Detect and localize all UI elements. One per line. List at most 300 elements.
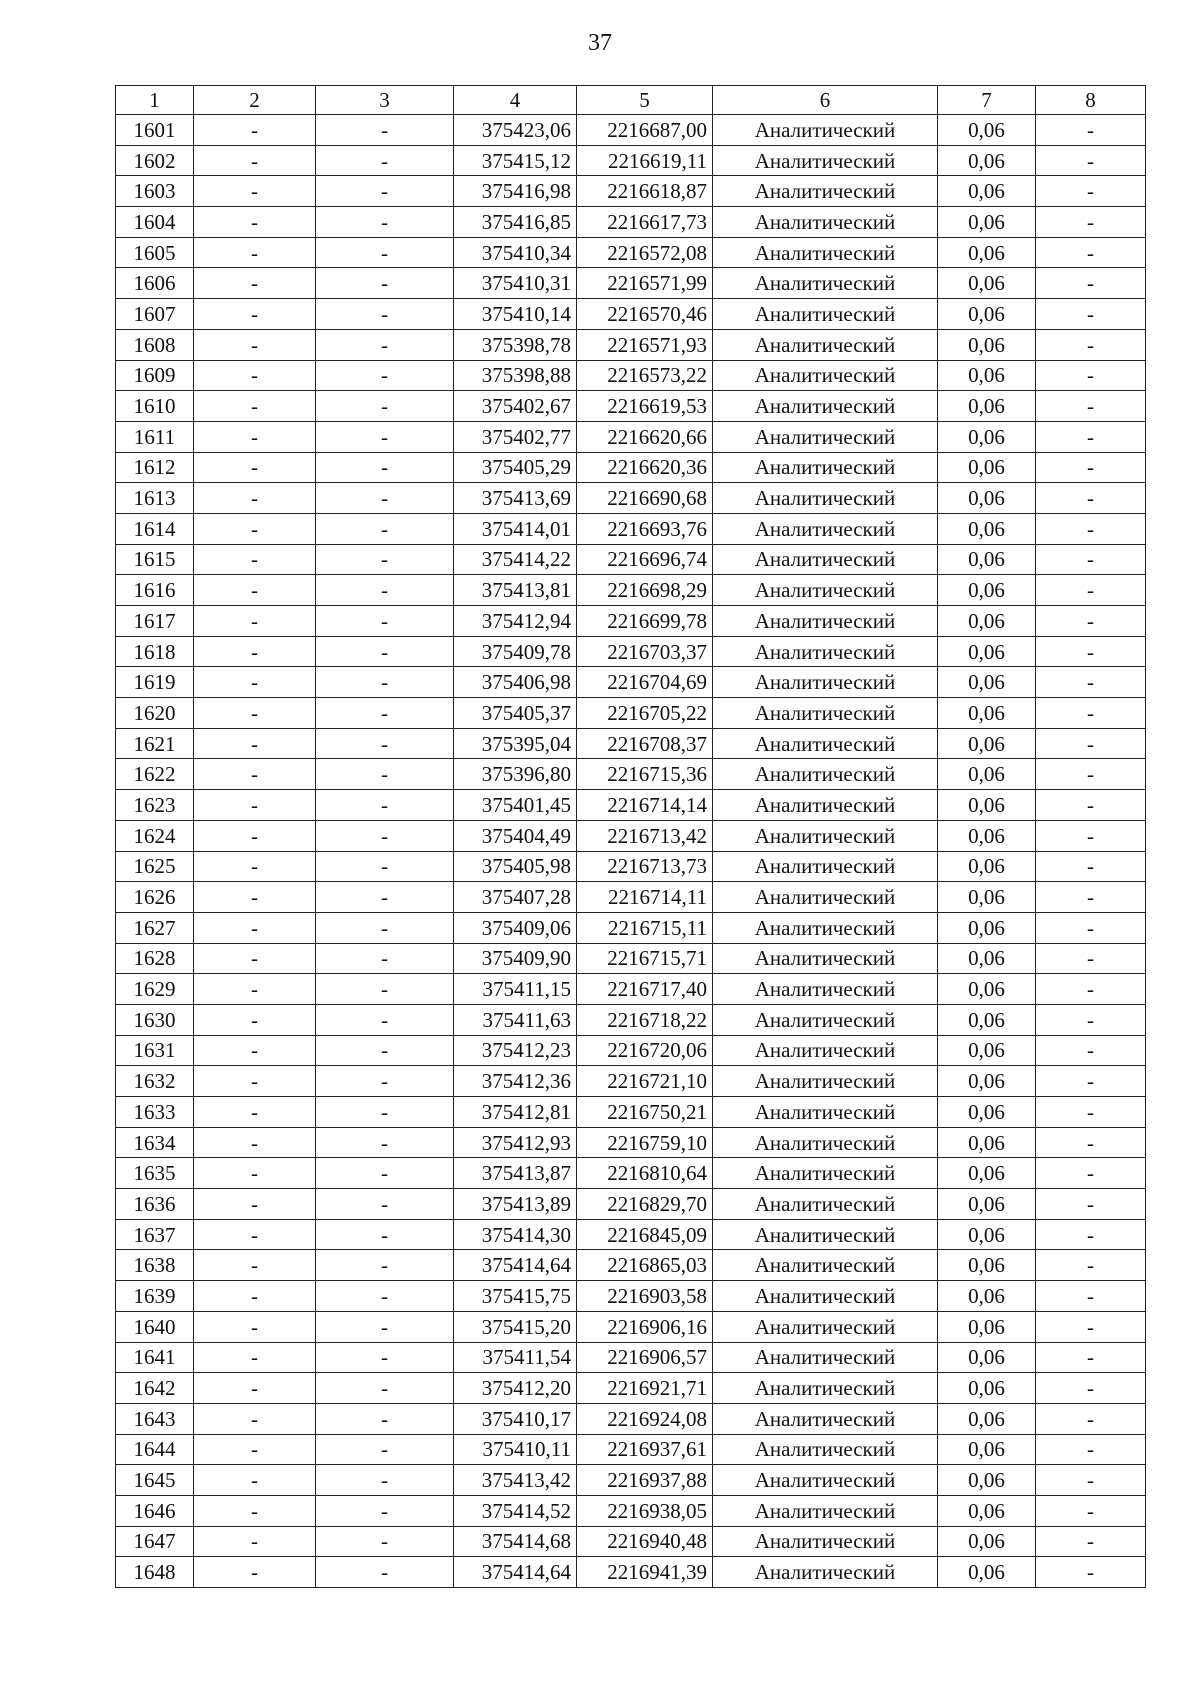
column-2-cell: - xyxy=(194,1189,316,1220)
column-2-cell: - xyxy=(194,1403,316,1434)
x-coordinate-cell: 375409,06 xyxy=(454,912,577,943)
column-8-cell: - xyxy=(1036,145,1146,176)
accuracy-cell: 0,06 xyxy=(938,145,1036,176)
point-number-cell: 1630 xyxy=(116,1004,194,1035)
accuracy-cell: 0,06 xyxy=(938,1403,1036,1434)
x-coordinate-cell: 375404,49 xyxy=(454,820,577,851)
x-coordinate-cell: 375410,14 xyxy=(454,299,577,330)
accuracy-cell: 0,06 xyxy=(938,237,1036,268)
column-header: 5 xyxy=(577,86,713,115)
column-3-cell: - xyxy=(316,882,454,913)
point-number-cell: 1619 xyxy=(116,667,194,698)
column-3-cell: - xyxy=(316,698,454,729)
table-row xyxy=(116,820,1146,851)
x-coordinate-cell: 375412,20 xyxy=(454,1373,577,1404)
table-row xyxy=(116,912,1146,943)
column-8-cell: - xyxy=(1036,1526,1146,1557)
column-3-cell: - xyxy=(316,943,454,974)
column-8-cell: - xyxy=(1036,360,1146,391)
column-2-cell: - xyxy=(194,1004,316,1035)
method-cell: Аналитический xyxy=(713,421,938,452)
y-coordinate-cell: 2216571,93 xyxy=(577,329,713,360)
point-number-cell: 1615 xyxy=(116,544,194,575)
column-8-cell: - xyxy=(1036,1557,1146,1588)
accuracy-cell: 0,06 xyxy=(938,544,1036,575)
point-number-cell: 1613 xyxy=(116,483,194,514)
accuracy-cell: 0,06 xyxy=(938,329,1036,360)
y-coordinate-cell: 2216921,71 xyxy=(577,1373,713,1404)
x-coordinate-cell: 375413,89 xyxy=(454,1189,577,1220)
accuracy-cell: 0,06 xyxy=(938,1219,1036,1250)
column-8-cell: - xyxy=(1036,667,1146,698)
table-row xyxy=(116,176,1146,207)
x-coordinate-cell: 375414,68 xyxy=(454,1526,577,1557)
method-cell: Аналитический xyxy=(713,882,938,913)
method-cell: Аналитический xyxy=(713,329,938,360)
point-number-cell: 1647 xyxy=(116,1526,194,1557)
column-8-cell: - xyxy=(1036,544,1146,575)
y-coordinate-cell: 2216906,57 xyxy=(577,1342,713,1373)
method-cell: Аналитический xyxy=(713,360,938,391)
point-number-cell: 1608 xyxy=(116,329,194,360)
x-coordinate-cell: 375414,01 xyxy=(454,513,577,544)
column-8-cell: - xyxy=(1036,452,1146,483)
column-2-cell: - xyxy=(194,912,316,943)
column-3-cell: - xyxy=(316,790,454,821)
column-3-cell: - xyxy=(316,1066,454,1097)
table-row xyxy=(116,268,1146,299)
accuracy-cell: 0,06 xyxy=(938,912,1036,943)
x-coordinate-cell: 375402,67 xyxy=(454,391,577,422)
column-2-cell: - xyxy=(194,1281,316,1312)
y-coordinate-cell: 2216703,37 xyxy=(577,636,713,667)
x-coordinate-cell: 375413,69 xyxy=(454,483,577,514)
table-row xyxy=(116,1281,1146,1312)
y-coordinate-cell: 2216938,05 xyxy=(577,1495,713,1526)
y-coordinate-cell: 2216937,88 xyxy=(577,1465,713,1496)
column-3-cell: - xyxy=(316,1158,454,1189)
column-8-cell: - xyxy=(1036,237,1146,268)
y-coordinate-cell: 2216704,69 xyxy=(577,667,713,698)
column-3-cell: - xyxy=(316,329,454,360)
column-2-cell: - xyxy=(194,268,316,299)
column-2-cell: - xyxy=(194,299,316,330)
point-number-cell: 1623 xyxy=(116,790,194,821)
column-3-cell: - xyxy=(316,360,454,391)
column-8-cell: - xyxy=(1036,329,1146,360)
point-number-cell: 1627 xyxy=(116,912,194,943)
accuracy-cell: 0,06 xyxy=(938,882,1036,913)
accuracy-cell: 0,06 xyxy=(938,575,1036,606)
accuracy-cell: 0,06 xyxy=(938,1342,1036,1373)
column-3-cell: - xyxy=(316,391,454,422)
accuracy-cell: 0,06 xyxy=(938,606,1036,637)
column-2-cell: - xyxy=(194,360,316,391)
x-coordinate-cell: 375416,85 xyxy=(454,207,577,238)
accuracy-cell: 0,06 xyxy=(938,636,1036,667)
point-number-cell: 1620 xyxy=(116,698,194,729)
table-row xyxy=(116,544,1146,575)
column-8-cell: - xyxy=(1036,974,1146,1005)
column-3-cell: - xyxy=(316,115,454,146)
column-2-cell: - xyxy=(194,544,316,575)
column-8-cell: - xyxy=(1036,1127,1146,1158)
method-cell: Аналитический xyxy=(713,544,938,575)
column-2-cell: - xyxy=(194,1097,316,1128)
method-cell: Аналитический xyxy=(713,636,938,667)
column-2-cell: - xyxy=(194,1434,316,1465)
point-number-cell: 1648 xyxy=(116,1557,194,1588)
column-8-cell: - xyxy=(1036,1035,1146,1066)
column-2-cell: - xyxy=(194,513,316,544)
column-2-cell: - xyxy=(194,391,316,422)
method-cell: Аналитический xyxy=(713,1342,938,1373)
column-8-cell: - xyxy=(1036,1434,1146,1465)
x-coordinate-cell: 375411,15 xyxy=(454,974,577,1005)
column-3-cell: - xyxy=(316,1434,454,1465)
accuracy-cell: 0,06 xyxy=(938,1465,1036,1496)
table-row xyxy=(116,1434,1146,1465)
accuracy-cell: 0,06 xyxy=(938,207,1036,238)
table-row xyxy=(116,360,1146,391)
accuracy-cell: 0,06 xyxy=(938,1495,1036,1526)
table-row xyxy=(116,667,1146,698)
y-coordinate-cell: 2216687,00 xyxy=(577,115,713,146)
table-row xyxy=(116,1004,1146,1035)
x-coordinate-cell: 375406,98 xyxy=(454,667,577,698)
column-2-cell: - xyxy=(194,1250,316,1281)
method-cell: Аналитический xyxy=(713,1373,938,1404)
point-number-cell: 1603 xyxy=(116,176,194,207)
column-2-cell: - xyxy=(194,1158,316,1189)
x-coordinate-cell: 375412,36 xyxy=(454,1066,577,1097)
method-cell: Аналитический xyxy=(713,912,938,943)
accuracy-cell: 0,06 xyxy=(938,1250,1036,1281)
point-number-cell: 1610 xyxy=(116,391,194,422)
column-3-cell: - xyxy=(316,299,454,330)
table-header-row xyxy=(116,86,1146,115)
column-8-cell: - xyxy=(1036,1189,1146,1220)
accuracy-cell: 0,06 xyxy=(938,790,1036,821)
accuracy-cell: 0,06 xyxy=(938,1434,1036,1465)
accuracy-cell: 0,06 xyxy=(938,299,1036,330)
x-coordinate-cell: 375413,42 xyxy=(454,1465,577,1496)
table-row xyxy=(116,1127,1146,1158)
column-2-cell: - xyxy=(194,1373,316,1404)
accuracy-cell: 0,06 xyxy=(938,268,1036,299)
accuracy-cell: 0,06 xyxy=(938,1004,1036,1035)
table-row xyxy=(116,1311,1146,1342)
x-coordinate-cell: 375396,80 xyxy=(454,759,577,790)
column-header: 3 xyxy=(316,86,454,115)
column-8-cell: - xyxy=(1036,207,1146,238)
column-3-cell: - xyxy=(316,483,454,514)
method-cell: Аналитический xyxy=(713,974,938,1005)
column-header: 7 xyxy=(938,86,1036,115)
x-coordinate-cell: 375416,98 xyxy=(454,176,577,207)
y-coordinate-cell: 2216903,58 xyxy=(577,1281,713,1312)
x-coordinate-cell: 375407,28 xyxy=(454,882,577,913)
column-2-cell: - xyxy=(194,759,316,790)
table-row xyxy=(116,1250,1146,1281)
table-row xyxy=(116,1373,1146,1404)
x-coordinate-cell: 375411,63 xyxy=(454,1004,577,1035)
column-2-cell: - xyxy=(194,790,316,821)
column-2-cell: - xyxy=(194,943,316,974)
table-row xyxy=(116,1557,1146,1588)
column-header: 2 xyxy=(194,86,316,115)
x-coordinate-cell: 375413,87 xyxy=(454,1158,577,1189)
y-coordinate-cell: 2216696,74 xyxy=(577,544,713,575)
column-2-cell: - xyxy=(194,698,316,729)
column-header: 4 xyxy=(454,86,577,115)
table-row xyxy=(116,421,1146,452)
point-number-cell: 1646 xyxy=(116,1495,194,1526)
point-number-cell: 1640 xyxy=(116,1311,194,1342)
column-8-cell: - xyxy=(1036,943,1146,974)
point-number-cell: 1629 xyxy=(116,974,194,1005)
point-number-cell: 1612 xyxy=(116,452,194,483)
column-3-cell: - xyxy=(316,851,454,882)
column-2-cell: - xyxy=(194,1557,316,1588)
method-cell: Аналитический xyxy=(713,667,938,698)
y-coordinate-cell: 2216714,11 xyxy=(577,882,713,913)
method-cell: Аналитический xyxy=(713,1219,938,1250)
method-cell: Аналитический xyxy=(713,606,938,637)
x-coordinate-cell: 375410,11 xyxy=(454,1434,577,1465)
table-row xyxy=(116,882,1146,913)
x-coordinate-cell: 375414,30 xyxy=(454,1219,577,1250)
column-8-cell: - xyxy=(1036,1373,1146,1404)
y-coordinate-cell: 2216705,22 xyxy=(577,698,713,729)
x-coordinate-cell: 375413,81 xyxy=(454,575,577,606)
point-number-cell: 1632 xyxy=(116,1066,194,1097)
column-8-cell: - xyxy=(1036,483,1146,514)
x-coordinate-cell: 375412,23 xyxy=(454,1035,577,1066)
column-8-cell: - xyxy=(1036,513,1146,544)
point-number-cell: 1607 xyxy=(116,299,194,330)
column-2-cell: - xyxy=(194,882,316,913)
y-coordinate-cell: 2216619,53 xyxy=(577,391,713,422)
y-coordinate-cell: 2216718,22 xyxy=(577,1004,713,1035)
accuracy-cell: 0,06 xyxy=(938,513,1036,544)
point-number-cell: 1614 xyxy=(116,513,194,544)
column-3-cell: - xyxy=(316,1281,454,1312)
column-8-cell: - xyxy=(1036,1403,1146,1434)
column-2-cell: - xyxy=(194,1035,316,1066)
column-2-cell: - xyxy=(194,452,316,483)
method-cell: Аналитический xyxy=(713,1557,938,1588)
method-cell: Аналитический xyxy=(713,1250,938,1281)
accuracy-cell: 0,06 xyxy=(938,483,1036,514)
column-2-cell: - xyxy=(194,575,316,606)
x-coordinate-cell: 375409,78 xyxy=(454,636,577,667)
y-coordinate-cell: 2216573,22 xyxy=(577,360,713,391)
column-8-cell: - xyxy=(1036,759,1146,790)
point-number-cell: 1625 xyxy=(116,851,194,882)
y-coordinate-cell: 2216829,70 xyxy=(577,1189,713,1220)
method-cell: Аналитический xyxy=(713,1189,938,1220)
column-2-cell: - xyxy=(194,329,316,360)
table-row xyxy=(116,207,1146,238)
table-row xyxy=(116,1403,1146,1434)
y-coordinate-cell: 2216759,10 xyxy=(577,1127,713,1158)
column-header: 6 xyxy=(713,86,938,115)
y-coordinate-cell: 2216715,36 xyxy=(577,759,713,790)
y-coordinate-cell: 2216721,10 xyxy=(577,1066,713,1097)
point-number-cell: 1635 xyxy=(116,1158,194,1189)
column-header: 1 xyxy=(116,86,194,115)
accuracy-cell: 0,06 xyxy=(938,728,1036,759)
column-8-cell: - xyxy=(1036,299,1146,330)
method-cell: Аналитический xyxy=(713,115,938,146)
accuracy-cell: 0,06 xyxy=(938,1281,1036,1312)
point-number-cell: 1628 xyxy=(116,943,194,974)
method-cell: Аналитический xyxy=(713,1465,938,1496)
method-cell: Аналитический xyxy=(713,1526,938,1557)
x-coordinate-cell: 375398,88 xyxy=(454,360,577,391)
y-coordinate-cell: 2216698,29 xyxy=(577,575,713,606)
column-8-cell: - xyxy=(1036,698,1146,729)
x-coordinate-cell: 375405,37 xyxy=(454,698,577,729)
y-coordinate-cell: 2216619,11 xyxy=(577,145,713,176)
point-number-cell: 1617 xyxy=(116,606,194,637)
table-row xyxy=(116,115,1146,146)
accuracy-cell: 0,06 xyxy=(938,1127,1036,1158)
column-3-cell: - xyxy=(316,1557,454,1588)
point-number-cell: 1645 xyxy=(116,1465,194,1496)
y-coordinate-cell: 2216937,61 xyxy=(577,1434,713,1465)
table-row xyxy=(116,329,1146,360)
column-3-cell: - xyxy=(316,759,454,790)
column-3-cell: - xyxy=(316,728,454,759)
method-cell: Аналитический xyxy=(713,698,938,729)
column-2-cell: - xyxy=(194,207,316,238)
column-2-cell: - xyxy=(194,1219,316,1250)
x-coordinate-cell: 375415,12 xyxy=(454,145,577,176)
column-8-cell: - xyxy=(1036,1004,1146,1035)
method-cell: Аналитический xyxy=(713,1495,938,1526)
point-number-cell: 1622 xyxy=(116,759,194,790)
table-row xyxy=(116,698,1146,729)
point-number-cell: 1606 xyxy=(116,268,194,299)
column-3-cell: - xyxy=(316,1097,454,1128)
point-number-cell: 1638 xyxy=(116,1250,194,1281)
column-3-cell: - xyxy=(316,912,454,943)
method-cell: Аналитический xyxy=(713,851,938,882)
column-3-cell: - xyxy=(316,820,454,851)
y-coordinate-cell: 2216713,42 xyxy=(577,820,713,851)
column-8-cell: - xyxy=(1036,1066,1146,1097)
table-row xyxy=(116,145,1146,176)
y-coordinate-cell: 2216906,16 xyxy=(577,1311,713,1342)
point-number-cell: 1602 xyxy=(116,145,194,176)
y-coordinate-cell: 2216617,73 xyxy=(577,207,713,238)
column-3-cell: - xyxy=(316,452,454,483)
column-8-cell: - xyxy=(1036,636,1146,667)
accuracy-cell: 0,06 xyxy=(938,391,1036,422)
column-2-cell: - xyxy=(194,421,316,452)
method-cell: Аналитический xyxy=(713,176,938,207)
column-2-cell: - xyxy=(194,667,316,698)
point-number-cell: 1609 xyxy=(116,360,194,391)
table-row xyxy=(116,790,1146,821)
table-row xyxy=(116,1495,1146,1526)
accuracy-cell: 0,06 xyxy=(938,176,1036,207)
column-2-cell: - xyxy=(194,145,316,176)
column-3-cell: - xyxy=(316,1250,454,1281)
y-coordinate-cell: 2216717,40 xyxy=(577,974,713,1005)
point-number-cell: 1639 xyxy=(116,1281,194,1312)
method-cell: Аналитический xyxy=(713,790,938,821)
column-2-cell: - xyxy=(194,1342,316,1373)
column-3-cell: - xyxy=(316,1403,454,1434)
accuracy-cell: 0,06 xyxy=(938,943,1036,974)
accuracy-cell: 0,06 xyxy=(938,1066,1036,1097)
column-3-cell: - xyxy=(316,268,454,299)
accuracy-cell: 0,06 xyxy=(938,1526,1036,1557)
x-coordinate-cell: 375412,94 xyxy=(454,606,577,637)
y-coordinate-cell: 2216690,68 xyxy=(577,483,713,514)
table-row xyxy=(116,299,1146,330)
y-coordinate-cell: 2216570,46 xyxy=(577,299,713,330)
y-coordinate-cell: 2216865,03 xyxy=(577,1250,713,1281)
method-cell: Аналитический xyxy=(713,943,938,974)
column-3-cell: - xyxy=(316,1035,454,1066)
y-coordinate-cell: 2216720,06 xyxy=(577,1035,713,1066)
y-coordinate-cell: 2216715,11 xyxy=(577,912,713,943)
point-number-cell: 1616 xyxy=(116,575,194,606)
x-coordinate-cell: 375414,52 xyxy=(454,1495,577,1526)
x-coordinate-cell: 375410,34 xyxy=(454,237,577,268)
accuracy-cell: 0,06 xyxy=(938,1097,1036,1128)
table-row xyxy=(116,1342,1146,1373)
x-coordinate-cell: 375423,06 xyxy=(454,115,577,146)
point-number-cell: 1631 xyxy=(116,1035,194,1066)
method-cell: Аналитический xyxy=(713,820,938,851)
x-coordinate-cell: 375401,45 xyxy=(454,790,577,821)
column-3-cell: - xyxy=(316,544,454,575)
column-8-cell: - xyxy=(1036,1342,1146,1373)
table-row xyxy=(116,452,1146,483)
column-8-cell: - xyxy=(1036,882,1146,913)
accuracy-cell: 0,06 xyxy=(938,667,1036,698)
y-coordinate-cell: 2216940,48 xyxy=(577,1526,713,1557)
column-8-cell: - xyxy=(1036,391,1146,422)
y-coordinate-cell: 2216571,99 xyxy=(577,268,713,299)
table-row xyxy=(116,1465,1146,1496)
point-number-cell: 1601 xyxy=(116,115,194,146)
column-3-cell: - xyxy=(316,606,454,637)
column-3-cell: - xyxy=(316,974,454,1005)
accuracy-cell: 0,06 xyxy=(938,974,1036,1005)
point-number-cell: 1643 xyxy=(116,1403,194,1434)
point-number-cell: 1634 xyxy=(116,1127,194,1158)
column-2-cell: - xyxy=(194,1495,316,1526)
column-8-cell: - xyxy=(1036,1250,1146,1281)
column-3-cell: - xyxy=(316,145,454,176)
column-8-cell: - xyxy=(1036,1465,1146,1496)
method-cell: Аналитический xyxy=(713,299,938,330)
point-number-cell: 1624 xyxy=(116,820,194,851)
x-coordinate-cell: 375398,78 xyxy=(454,329,577,360)
y-coordinate-cell: 2216810,64 xyxy=(577,1158,713,1189)
column-8-cell: - xyxy=(1036,1495,1146,1526)
column-8-cell: - xyxy=(1036,421,1146,452)
method-cell: Аналитический xyxy=(713,1434,938,1465)
column-8-cell: - xyxy=(1036,1219,1146,1250)
column-8-cell: - xyxy=(1036,1158,1146,1189)
